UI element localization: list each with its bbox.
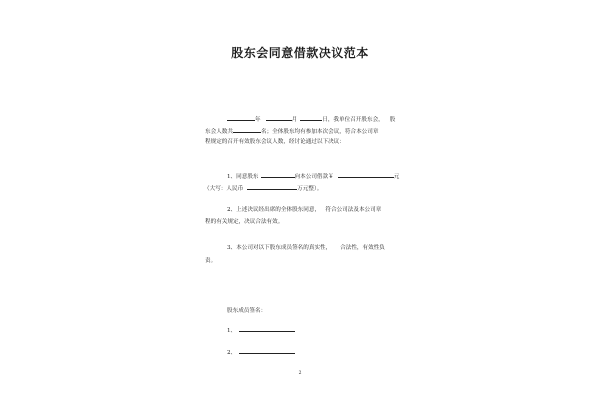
resolution-3-line-2-text: 责。 (205, 258, 217, 264)
resolution-1-unit: 元 (393, 174, 400, 180)
signature-line-2 (227, 347, 295, 357)
signature-line-1 (227, 325, 295, 335)
intro-line-3 (205, 138, 345, 146)
shareholder-name-blank (261, 171, 295, 178)
signature-label-text: 股东成员签名： (227, 308, 267, 314)
intro-line-2-suffix: 名；全体股东均有参加本次会议，符合本公司章 (260, 129, 379, 135)
amount-blank (338, 171, 394, 178)
year-suffix: 年 (255, 117, 261, 123)
page-number: 2 (298, 371, 302, 376)
day-blank (300, 114, 322, 121)
resolution-1-line-1 (227, 171, 399, 181)
month-suffix: 月 (291, 117, 298, 123)
member-count-blank (233, 126, 261, 133)
resolution-3-line-2 (205, 257, 216, 265)
signature-label (227, 307, 266, 315)
signature-number-2: 2、 (227, 350, 237, 356)
signature-blank-2 (239, 347, 295, 354)
intro-line-2-prefix: 东会人数共 (205, 129, 233, 135)
day-suffix: 日，我单位召开股东会， (322, 117, 384, 123)
resolution-1-caps-suffix: 万元整）。 (297, 186, 323, 192)
resolution-2-line-2 (205, 218, 283, 226)
resolution-2-line-2-text: 程的有关规定，决议合法有效。 (205, 219, 284, 225)
document-title: 股东会同意借款决议范本 (231, 46, 369, 60)
signature-number-1: 1、 (227, 328, 237, 334)
resolution-2-line-1 (227, 206, 381, 214)
resolution-1-line-2 (204, 183, 322, 193)
intro-line-1 (227, 114, 395, 124)
resolution-2-line-1-text: 2、上述决议经出席的全体股东同意， 符合公司法及本公司章 (227, 207, 382, 213)
amount-caps-blank (247, 183, 297, 190)
year-blank (227, 114, 255, 121)
resolution-3-line-1 (227, 244, 385, 252)
resolution-3-line-1-text: 3、本公司对以下股东成员签名的真实性， 合法性，有效性负 (227, 245, 385, 251)
resolution-1-prefix: 1、同意股东 (227, 174, 259, 180)
shareholders-word: 股 (389, 117, 396, 123)
intro-line-3-text: 程规定的召开有效股东会议人数，经讨论通过以下决议： (205, 139, 345, 145)
signature-blank-1 (239, 325, 295, 332)
resolution-1-caps-prefix: （大写：人民币 (204, 186, 244, 192)
month-blank (266, 114, 292, 121)
resolution-1-middle: 向本公司借款￥ (294, 174, 334, 180)
intro-line-2 (205, 126, 378, 136)
